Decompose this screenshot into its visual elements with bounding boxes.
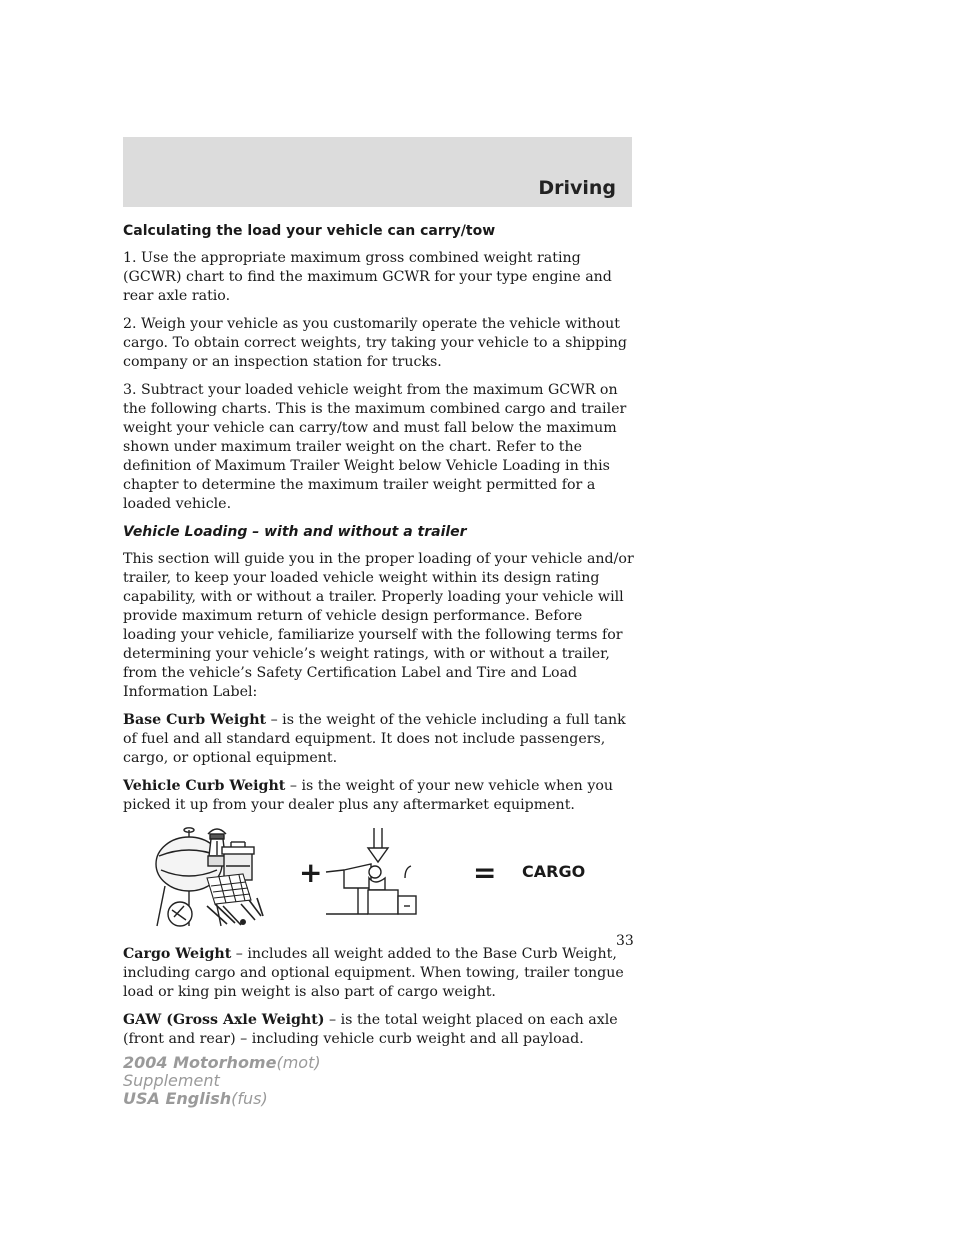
term-gaw: GAW (Gross Axle Weight)	[123, 1012, 325, 1028]
term-base-curb-weight: Base Curb Weight	[123, 712, 267, 728]
definition-vehicle-curb-weight	[123, 777, 635, 815]
footer-model: 2004 Motorhome	[123, 1053, 277, 1072]
loading-heading: Vehicle Loading – with and without a trailer	[123, 524, 467, 540]
equals-sign: =	[473, 856, 497, 889]
footer-line-1	[123, 1054, 321, 1072]
chapter-title: Driving	[538, 177, 616, 199]
footer-language-code: (fus)	[231, 1089, 268, 1108]
text-gaw: – is the total weight placed on each axle (front and rear) – including vehicle curb weight and all payload.	[123, 1012, 618, 1047]
document-footer	[123, 1054, 321, 1108]
page-content	[123, 222, 635, 1058]
cargo-illustration	[123, 826, 635, 930]
term-cargo-weight: Cargo Weight	[123, 946, 232, 962]
chapter-header-band	[123, 137, 632, 207]
definition-base-curb-weight	[123, 711, 635, 768]
footer-line-3	[123, 1090, 321, 1108]
cargo-label: CARGO	[522, 862, 586, 881]
term-vehicle-curb-weight: Vehicle Curb Weight	[123, 778, 286, 794]
loading-intro: This section will guide you in the proper loading of your vehicle and/or trailer, to keep your loaded vehicle weight within its design rating capability, with or without a trailer. Properly loading your vehicle will provide maximum return of vehicle design performance. Before loading your vehicle, familiarize yourself with the following terms for determining your vehicle’s weight ratings, with or without a trailer, from the vehicle’s Safety Certification Label and Tire and Load Information Label:	[123, 551, 634, 700]
step-3: 3. Subtract your loaded vehicle weight from the maximum GCWR on the following charts. This is the maximum combined cargo and trailer weight your vehicle can carry/tow and must fall below the maximum shown under maximum trailer weight on the chart. Refer to the definition of Maximum Trailer Weight below Vehicle Loading in this chapter to determine the maximum trailer weight permitted for a loaded vehicle.	[123, 382, 627, 512]
page-number: 33	[616, 933, 634, 949]
calc-heading: Calculating the load your vehicle can carry/tow	[123, 223, 496, 239]
footer-language: USA English	[123, 1089, 232, 1108]
text-base-curb-weight: – is the weight of the vehicle including a full tank of fuel and all standard equipment. It does not include passengers, cargo, or optional equipment.	[123, 712, 626, 766]
footer-model-code: (mot)	[276, 1053, 321, 1072]
step-2: 2. Weigh your vehicle as you customarily operate the vehicle without cargo. To obtain correct weights, try taking your vehicle to a shipping company or an inspection station for trucks.	[123, 316, 627, 370]
footer-line-2: Supplement	[123, 1071, 220, 1090]
definition-gaw	[123, 1011, 635, 1049]
plus-sign: +	[299, 856, 323, 889]
trailer-hitch-icon	[326, 828, 416, 914]
text-vehicle-curb-weight: – is the weight of your new vehicle when you picked it up from your dealer plus any aftermarket equipment.	[123, 778, 614, 813]
definition-cargo-weight	[123, 945, 635, 1002]
text-cargo-weight: – includes all weight added to the Base Curb Weight, including cargo and optional equipment. When towing, trailer tongue load or king pin weight is also part of cargo weight.	[123, 946, 624, 1000]
step-1: 1. Use the appropriate maximum gross combined weight rating (GCWR) chart to find the maximum GCWR for your type engine and rear axle ratio.	[123, 250, 612, 304]
grate-icon	[207, 874, 251, 904]
